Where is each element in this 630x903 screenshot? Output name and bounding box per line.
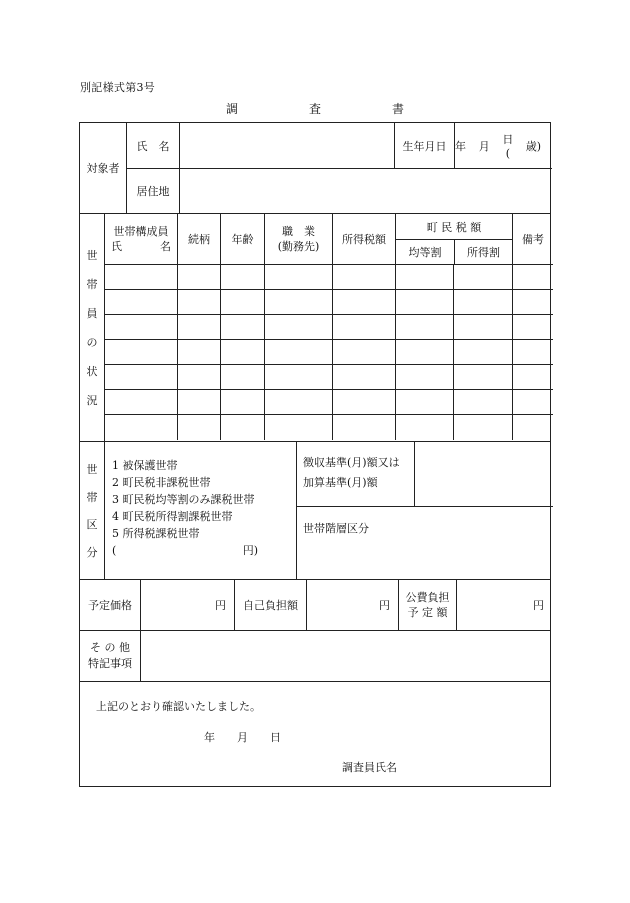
yen-unit: 円 bbox=[215, 599, 226, 612]
member-cell[interactable] bbox=[220, 315, 264, 339]
standard-line2: 加算基準(月)額 bbox=[303, 476, 378, 489]
standard-amount-label bbox=[297, 442, 414, 507]
relation-header: 続柄 bbox=[177, 214, 220, 264]
town-tax-label: 町 民 税 額 bbox=[396, 214, 512, 240]
member-cell[interactable] bbox=[264, 390, 332, 414]
birth-day: 日( bbox=[502, 133, 514, 160]
classification-section bbox=[80, 442, 550, 580]
paren-close: 円) bbox=[242, 544, 258, 557]
classification-item: 5 所得税課税世帯 bbox=[112, 527, 200, 540]
price-label: 予定価格 bbox=[88, 599, 132, 612]
address-field[interactable] bbox=[179, 169, 553, 213]
member-cell[interactable] bbox=[177, 415, 220, 440]
member-cell[interactable] bbox=[332, 415, 395, 440]
standard-amount-field[interactable] bbox=[414, 442, 553, 507]
per-capita-header: 均等割 bbox=[408, 246, 442, 259]
member-row bbox=[105, 315, 553, 340]
date-year: 年 bbox=[204, 731, 215, 744]
side-char: 員 bbox=[86, 307, 98, 320]
occupation-line2: (勤務先) bbox=[277, 240, 320, 253]
member-cell[interactable] bbox=[264, 340, 332, 364]
side-char: 分 bbox=[86, 545, 98, 559]
public-line2: 予 定 額 bbox=[407, 606, 448, 619]
member-cell[interactable] bbox=[332, 340, 395, 364]
member-label-line2 bbox=[111, 239, 171, 254]
member-cell[interactable] bbox=[264, 290, 332, 314]
classification-item: 4 町民税所得割課税世帯 bbox=[112, 510, 233, 523]
member-name-header bbox=[105, 214, 177, 264]
side-char: 世 bbox=[86, 463, 98, 477]
side-char: 世 bbox=[86, 249, 98, 262]
member-cell[interactable] bbox=[453, 315, 512, 339]
yen-unit: 円 bbox=[533, 599, 544, 612]
member-cell[interactable] bbox=[220, 415, 264, 440]
date-month: 月 bbox=[237, 731, 248, 744]
side-char: 帯 bbox=[86, 490, 98, 504]
classification-side-label bbox=[80, 442, 104, 579]
member-label-line1: 世帯構成員 bbox=[113, 225, 169, 238]
member-cell[interactable] bbox=[512, 390, 553, 414]
public-pay-field[interactable] bbox=[456, 580, 552, 630]
classification-list bbox=[104, 442, 296, 580]
other-line2: 特記事項 bbox=[88, 657, 132, 670]
member-cell[interactable] bbox=[332, 290, 395, 314]
classification-item: 1 被保護世帯 bbox=[112, 459, 178, 472]
member-cell[interactable] bbox=[512, 265, 553, 289]
member-row bbox=[105, 365, 553, 390]
member-cell[interactable] bbox=[512, 315, 553, 339]
member-cell[interactable] bbox=[332, 365, 395, 389]
household-side-label bbox=[80, 214, 104, 441]
address-row bbox=[126, 169, 552, 213]
member-cell[interactable] bbox=[332, 315, 395, 339]
member-cell[interactable] bbox=[105, 415, 177, 440]
member-cell[interactable] bbox=[177, 315, 220, 339]
title-char: 査 bbox=[308, 102, 321, 116]
side-char: 状 bbox=[86, 365, 98, 378]
other-field[interactable] bbox=[140, 631, 552, 681]
classification-item: 2 町民税非課税世帯 bbox=[112, 476, 211, 489]
member-cell[interactable] bbox=[177, 290, 220, 314]
birth-age: 歳) bbox=[525, 139, 541, 153]
member-cell[interactable] bbox=[177, 390, 220, 414]
classification-item: 3 町民税均等割のみ課税世帯 bbox=[112, 493, 255, 506]
name-row bbox=[126, 123, 552, 169]
member-cell[interactable] bbox=[512, 340, 553, 364]
income-levy-header: 所得割 bbox=[454, 240, 512, 264]
member-row bbox=[105, 390, 553, 415]
birth-field[interactable] bbox=[454, 123, 553, 168]
confirmation-section bbox=[80, 682, 550, 786]
standard-line1: 徴収基準(月)額又は bbox=[303, 456, 400, 469]
side-char: の bbox=[86, 336, 98, 349]
side-char: 況 bbox=[86, 394, 98, 407]
other-section bbox=[80, 631, 550, 682]
remarks-header: 備考 bbox=[512, 214, 553, 264]
member-cell[interactable] bbox=[332, 265, 395, 289]
member-cell[interactable] bbox=[177, 340, 220, 364]
public-line1: 公費負担 bbox=[405, 591, 450, 604]
member-row bbox=[105, 265, 553, 290]
subject-label: 対象者 bbox=[86, 162, 120, 175]
member-cell[interactable] bbox=[220, 340, 264, 364]
member-cell[interactable] bbox=[512, 415, 553, 440]
household-grid bbox=[104, 214, 552, 442]
member-cell[interactable] bbox=[105, 340, 177, 364]
member-label-part: 名 bbox=[160, 240, 171, 253]
member-cell[interactable] bbox=[332, 390, 395, 414]
survey-form-table bbox=[79, 122, 551, 787]
tier-label: 世帯階層区分 bbox=[303, 522, 369, 535]
member-row bbox=[105, 340, 553, 365]
income-tax-header: 所得税額 bbox=[332, 214, 395, 264]
member-cell[interactable] bbox=[220, 365, 264, 389]
side-char: 帯 bbox=[86, 278, 98, 291]
member-cell[interactable] bbox=[395, 265, 453, 289]
member-cell[interactable] bbox=[395, 340, 453, 364]
member-cell[interactable] bbox=[105, 390, 177, 414]
name-field[interactable] bbox=[179, 123, 394, 168]
member-cell[interactable] bbox=[105, 290, 177, 314]
member-cell[interactable] bbox=[453, 265, 512, 289]
birth-year: 年 bbox=[455, 139, 466, 153]
side-char: 区 bbox=[86, 518, 98, 532]
birth-month: 月 bbox=[478, 139, 490, 153]
member-row bbox=[105, 290, 553, 315]
member-cell[interactable] bbox=[512, 365, 553, 389]
self-pay-field[interactable] bbox=[306, 580, 398, 630]
member-cell[interactable] bbox=[220, 290, 264, 314]
occupation-header bbox=[264, 214, 332, 264]
public-pay-label bbox=[398, 580, 456, 630]
other-label bbox=[80, 631, 140, 681]
member-label-part: 氏 bbox=[111, 240, 122, 253]
member-cell[interactable] bbox=[177, 365, 220, 389]
member-cell[interactable] bbox=[395, 290, 453, 314]
occupation-line1: 職 業 bbox=[282, 225, 315, 238]
member-cell[interactable] bbox=[453, 290, 512, 314]
member-cell[interactable] bbox=[395, 390, 453, 414]
document-title bbox=[226, 100, 404, 117]
tax-amount-line bbox=[112, 542, 258, 559]
title-char: 調 bbox=[226, 102, 239, 116]
member-cell[interactable] bbox=[453, 415, 512, 440]
member-cell[interactable] bbox=[177, 265, 220, 289]
town-tax-header bbox=[395, 214, 512, 265]
form-number: 別記様式第3号 bbox=[80, 81, 156, 94]
self-pay-label: 自己負担額 bbox=[234, 580, 306, 630]
member-cell[interactable] bbox=[105, 265, 177, 289]
member-cell[interactable] bbox=[395, 365, 453, 389]
member-cell[interactable] bbox=[264, 415, 332, 440]
other-line1: そ の 他 bbox=[90, 641, 130, 654]
member-cell[interactable] bbox=[264, 365, 332, 389]
member-cell[interactable] bbox=[395, 315, 453, 339]
member-cell[interactable] bbox=[220, 390, 264, 414]
confirmation-statement: 上記のとおり確認いたしました。 bbox=[96, 700, 261, 713]
member-cell[interactable] bbox=[512, 290, 553, 314]
inspector-name-label: 調査員氏名 bbox=[342, 761, 397, 774]
member-cell[interactable] bbox=[105, 315, 177, 339]
subject-section bbox=[80, 123, 550, 214]
member-row bbox=[105, 415, 553, 440]
name-label: 氏 名 bbox=[136, 139, 170, 153]
price-field[interactable] bbox=[140, 580, 234, 630]
classification-right bbox=[296, 442, 552, 580]
yen-unit: 円 bbox=[379, 599, 390, 612]
member-cell[interactable] bbox=[453, 390, 512, 414]
member-cell[interactable] bbox=[220, 265, 264, 289]
date-day: 日 bbox=[270, 731, 281, 744]
household-header bbox=[105, 214, 553, 265]
confirmation-date[interactable] bbox=[204, 729, 281, 745]
title-char: 書 bbox=[391, 102, 404, 116]
household-section bbox=[80, 214, 550, 442]
member-cell[interactable] bbox=[264, 315, 332, 339]
cost-section bbox=[80, 580, 550, 631]
tier-area[interactable] bbox=[297, 507, 553, 580]
birth-label: 生年月日 bbox=[394, 123, 454, 168]
address-label: 居住地 bbox=[136, 185, 170, 198]
member-cell[interactable] bbox=[105, 365, 177, 389]
member-cell[interactable] bbox=[395, 415, 453, 440]
paren-open: ( bbox=[112, 544, 117, 557]
member-cell[interactable] bbox=[453, 365, 512, 389]
member-cell[interactable] bbox=[453, 340, 512, 364]
classification-items bbox=[112, 457, 292, 559]
age-header: 年齢 bbox=[220, 214, 264, 264]
member-cell[interactable] bbox=[264, 265, 332, 289]
